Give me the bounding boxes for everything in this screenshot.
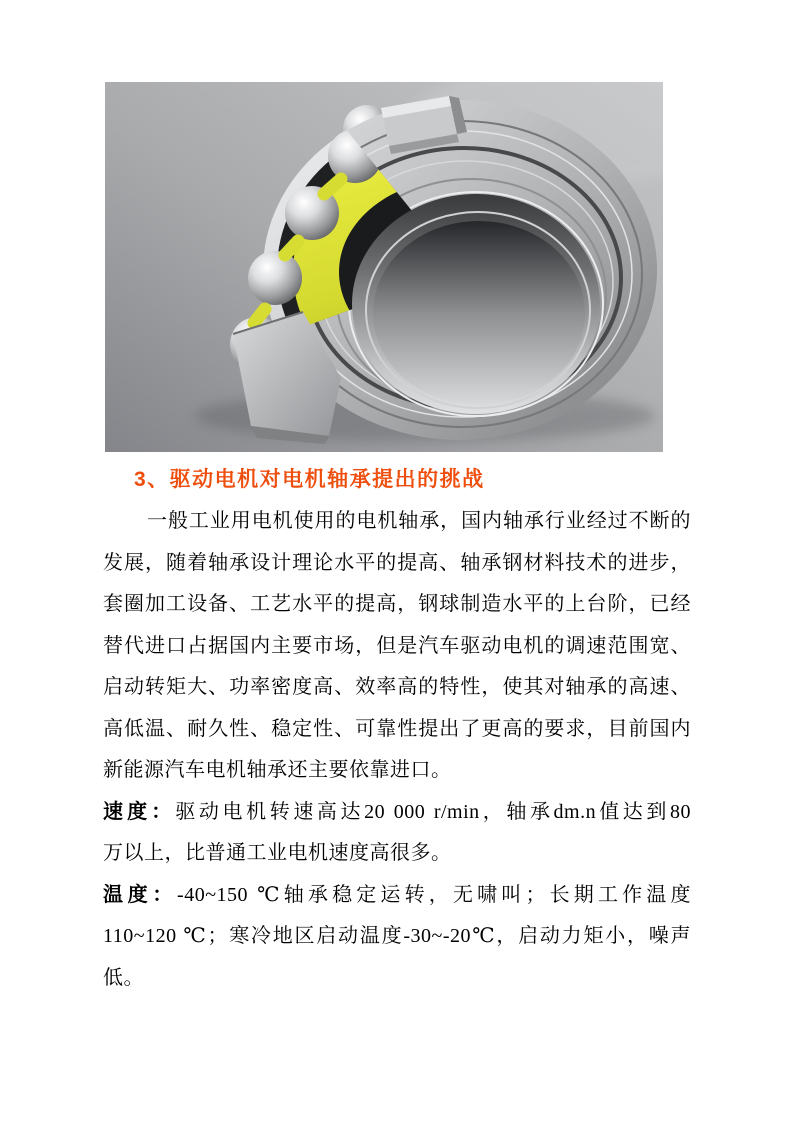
bearing-bore <box>352 194 600 414</box>
text-line: 套圈加工设备、工艺水平的提高，钢球制造水平的上台阶，已经 <box>103 593 691 615</box>
body-text-block <box>103 501 691 999</box>
bearing-render-image <box>105 82 663 452</box>
speed-line <box>103 792 691 834</box>
speed-label: 速度： <box>103 800 176 823</box>
temperature-line: 低。 <box>103 966 144 989</box>
text-line: 替代进口占据国内主要市场，但是汽车驱动电机的调速范围宽、 <box>103 634 691 657</box>
text-line: 启动转矩大、功率密度高、效率高的特性，使其对轴承的高速、 <box>103 676 691 698</box>
temperature-line <box>103 875 691 917</box>
speed-line: 万以上，比普通工业电机速度高很多。 <box>103 842 452 864</box>
speed-text: 驱动电机转速高达20 000 r/min，轴承dm.n值达到80 <box>175 800 691 823</box>
text-line: 高低温、耐久性、稳定性、可靠性提出了更高的要求，目前国内 <box>103 717 691 740</box>
section-heading: 3、驱动电机对电机轴承提出的挑战 <box>134 468 485 491</box>
text-line: 发展，随着轴承设计理论水平的提高、轴承钢材料技术的进步， <box>103 551 691 574</box>
temperature-text: -40~150 ℃轴承稳定运转，无啸叫；长期工作温度 <box>177 883 691 906</box>
text-line: 一般工业用电机使用的电机轴承，国内轴承行业经过不断的 <box>147 510 691 532</box>
text-line: 新能源汽车电机轴承还主要依靠进口。 <box>103 759 452 781</box>
temperature-label: 温度： <box>103 883 178 906</box>
temperature-line: 110~120 ℃；寒冷地区启动温度-30~-20℃，启动力矩小，噪声 <box>103 925 691 947</box>
bearing-illustration <box>105 82 663 452</box>
